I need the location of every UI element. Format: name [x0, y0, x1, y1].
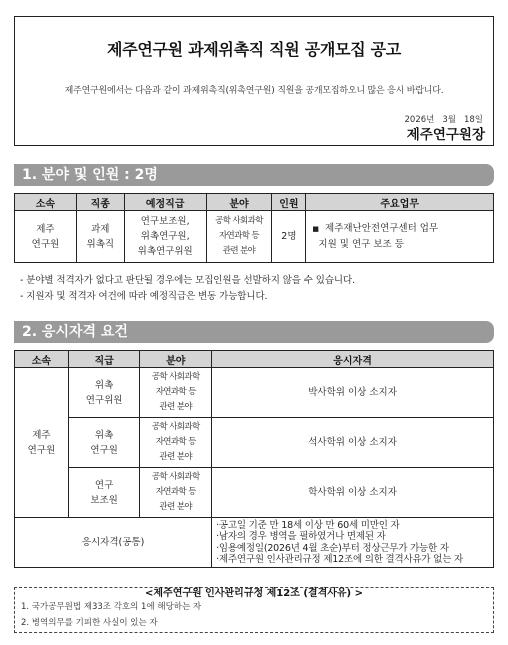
cell-qualification: 학사학위 이상 소지자 [212, 468, 494, 518]
table-row [15, 468, 494, 518]
cell-org: 제주 연구원 [15, 211, 77, 263]
table-header-row [15, 194, 494, 211]
header-rank: 직급 [68, 351, 140, 368]
header-qualification: 응시자격 [212, 351, 494, 368]
qualifications-table [14, 350, 494, 568]
header-type: 직종 [76, 194, 124, 211]
list-item: 1. 국가공무원법 제33조 각호의 1에 해당하는 자 [21, 602, 202, 612]
table-row [15, 368, 494, 418]
cell-type: 과제 위촉직 [76, 211, 124, 263]
date-month: 3월 [442, 115, 456, 125]
notice-title: 제주연구원 과제위촉직 직원 공개모집 공고 [107, 40, 401, 59]
disqualification-title: <제주연구원 인사관리규정 제12조 (결격사유) > [15, 581, 493, 600]
table-row [15, 518, 494, 568]
disqualification-box [14, 587, 494, 633]
cell-common-list [212, 518, 494, 568]
date-year: 2026년 [404, 115, 435, 125]
square-bullet-icon: ■ [312, 225, 320, 233]
table-header-row [15, 351, 494, 368]
table-row [15, 418, 494, 468]
cell-common-label: 응시자격(공통) [15, 518, 212, 568]
header-field: 분야 [140, 351, 212, 368]
cell-qualification: 박사학위 이상 소지자 [212, 368, 494, 418]
table-row [15, 211, 494, 263]
section2-title: 2. 응시자격 요건 [14, 321, 494, 343]
list-item: 2. 병역의무를 기피한 사실이 있는 자 [21, 618, 158, 628]
header-rank: 예정직급 [124, 194, 206, 211]
cell-ranks: 연구보조원, 위촉연구원, 위촉연구위원 [124, 211, 206, 263]
cell-qualification: 석사학위 이상 소지자 [212, 418, 494, 468]
list-item: ·공고일 기준 만 18세 이상 만 60세 미만인 자 [216, 519, 400, 531]
date-day: 18일 [463, 115, 483, 125]
cell-field: 공학 사회과학 자연과학 등 관련 분야 [140, 368, 212, 418]
cell-rank: 위촉 연구원 [68, 418, 140, 468]
cell-count: 2명 [272, 211, 306, 263]
notice-header-box [14, 16, 494, 146]
cell-org: 제주 연구원 [15, 368, 69, 518]
cell-rank: 위촉 연구위원 [68, 368, 140, 418]
positions-table [14, 193, 494, 263]
list-item: ·남자의 경우 병역을 필하였거나 면제된 자 [216, 531, 386, 542]
header-count: 인원 [272, 194, 306, 211]
section1-title: 1. 분야 및 인원 : 2명 [14, 164, 494, 186]
header-org: 소속 [15, 351, 69, 368]
list-item: ·임용예정일(2026년 4월 초순)부터 정상근무가 가능한 자 [216, 542, 449, 554]
notice-intro: 제주연구원에서는 다음과 같이 과제위촉직(위촉연구원) 직원을 공개모집하오니 많은 응시 바랍니다. [64, 86, 444, 96]
cell-field: 공학 사회과학 자연과학 등 관련 분야 [206, 211, 272, 263]
note-line: - 지원자 및 적격자 여건에 따라 예정직급은 변동 가능합니다. [20, 291, 268, 302]
cell-field: 공학 사회과학 자연과학 등 관련 분야 [140, 418, 212, 468]
header-duty: 주요업무 [306, 194, 494, 211]
note-line: - 분야별 적격자가 없다고 판단될 경우에는 모집인원을 선발하지 않을 수 있습니다. [20, 275, 355, 286]
cell-field: 공학 사회과학 자연과학 등 관련 분야 [140, 468, 212, 518]
notice-signer: 제주연구원장 [406, 127, 485, 143]
cell-duty: ■ 제주재난안전연구센터 업무 지원 및 연구 보조 등 [306, 211, 494, 263]
header-field: 분야 [206, 194, 272, 211]
list-item: ·제주연구원 인사관리규정 제12조에 의한 결격사유가 없는 자 [216, 554, 463, 565]
header-org: 소속 [15, 194, 77, 211]
cell-rank: 연구 보조원 [68, 468, 140, 518]
